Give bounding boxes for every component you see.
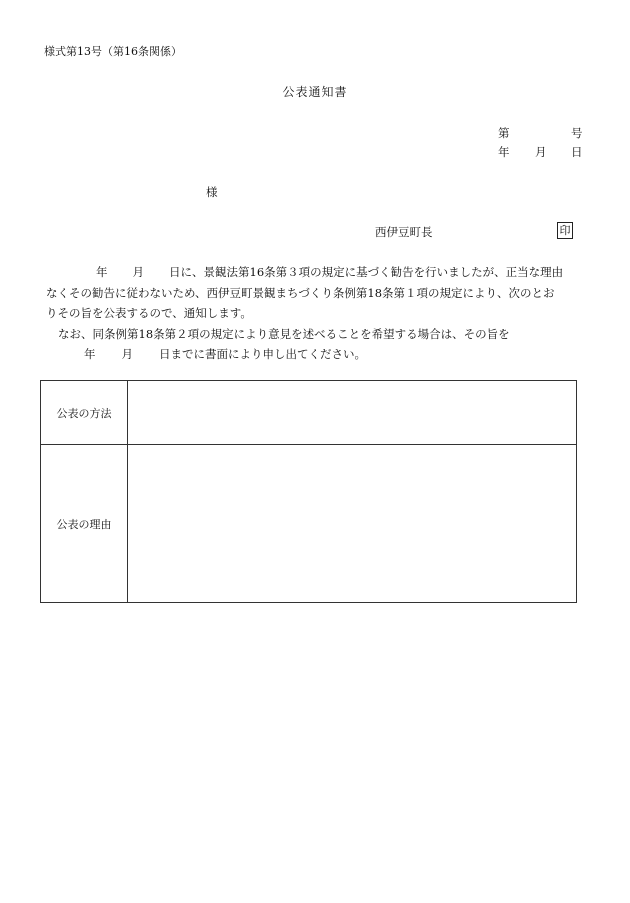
issuer-name: 西伊豆町長 bbox=[375, 225, 433, 239]
publication-reason-value bbox=[128, 445, 577, 603]
deadline-year: 年 bbox=[84, 347, 96, 361]
notice-body bbox=[46, 262, 586, 365]
publication-reason-label: 公表の理由 bbox=[41, 445, 128, 603]
date-month: 月 bbox=[535, 145, 547, 159]
body-month: 月 bbox=[132, 265, 144, 279]
form-number-label: 様式第13号（第16条関係） bbox=[44, 45, 182, 58]
table-row bbox=[41, 381, 577, 445]
seal-mark: 印 bbox=[557, 222, 573, 239]
body-line-1: 年 月 日に、景観法第16条第３項の規定に基づく勧告を行いましたが、正当な理由 bbox=[96, 265, 564, 279]
addressee-suffix: 様 bbox=[206, 185, 218, 199]
publication-method-value bbox=[128, 381, 577, 445]
date-year: 年 bbox=[498, 145, 510, 159]
number-prefix: 第 bbox=[498, 126, 510, 140]
deadline-month: 月 bbox=[121, 347, 133, 361]
body-year: 年 bbox=[96, 265, 108, 279]
body-line-5: 年 月 日までに書面により申し出てください。 bbox=[84, 347, 366, 361]
body-line-4: なお、同条例第18条第２項の規定により意見を述べることを希望する場合は、その旨を bbox=[58, 326, 510, 341]
publication-method-label: 公表の方法 bbox=[41, 381, 128, 445]
number-suffix: 号 bbox=[571, 126, 583, 140]
table-row bbox=[41, 445, 577, 603]
body-line-3: りその旨を公表するので、通知します。 bbox=[46, 306, 252, 320]
document-title: 公表通知書 bbox=[282, 85, 348, 99]
body-line-2: なくその勧告に従わないため、西伊豆町景観まちづくり条例第18条第１項の規定により、次のとお bbox=[46, 285, 555, 300]
date-day: 日 bbox=[571, 145, 583, 159]
publication-info-table bbox=[40, 380, 577, 603]
